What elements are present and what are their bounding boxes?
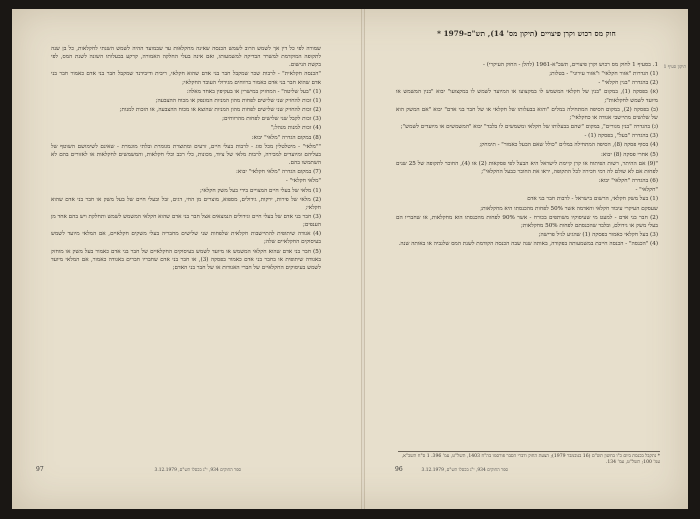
paragraph: (2) חבר בני אדם - למעט מי שעיסוקיו משותפים בכורח - אשר 90% לפחות מהכנסתו הוא מחקלאות, או שחבריו הם בעלי משק או גידולם, ובלבד שהכנסתם לפחות 50% מחקלאות; (396, 214, 659, 229)
right-page-body (396, 61, 658, 249)
paragraph: (4) "הכנסה" - הכנסה חייבת במשמעותה בפקודה, באותה שנה שבה הכנסה הקודמת לשנת המס שלגביה או באותה שנה. (398, 241, 658, 248)
left-page (12, 9, 361, 509)
left-page-body (51, 45, 321, 273)
paragraph: "מלאי חקלאי" - (285, 178, 321, 185)
paragraph: (5) אחרי פסקה (8) יבוא: (600, 151, 658, 158)
paragraph: (1) מלאי של בעלי חיים המצויים בידי בעל משק חקלאי; (200, 187, 321, 194)
paragraph: (4) זכות למנות מנהל;" (270, 125, 321, 132)
paragraph: (3) בהגדרה "בעל", בפסקה (1) - (584, 133, 658, 140)
paragraph: (1) זכות להחזיק שני שלישים לפחות מהון המניות המונפק או מכוח ההצבעה; (155, 97, 321, 104)
paragraph: (2) מלאי של פירות, ירקות, גידולים, מספוא, מוצרים מן החי, דגים, זבל ובעלי חיים של בעל משק או חבר בני אדם שהוא חקלאי; (51, 196, 321, 211)
paragraph: שמורה לפי כל דין אך לשמש הרוב לשמש הכנסה שאינה מחקלאות עד שבמועד ההיה לשמש השנתי לחקלאות, כל בן שנה לתקופה המוקדמת למשרד הבדיקה למשמעותו, ואם אינה בעלי החלקה האמורה, קרקע בבעלותו השונה לשנת המס, לפי בקשת הנישום. (51, 46, 321, 69)
paragraph: (ב) בפסקה (2), במקום הסיפה המתחילה במלים "והוא בבעלותו של חקלאי או של חבר בני אדם" יבוא "אם המשק הוא של שלושים מתיישבי אגודה או כחקלאי"; (396, 106, 659, 121)
paragraph: (1) הגדרות "אזור חקלאי" ו"אזור עירוני" - בטלות; (549, 71, 658, 78)
paragraph: (2) בהגדרה "בנין חקלאי" - (598, 80, 658, 87)
paragraph: 1. בסעיף 1 לחוק מס רכוש וקרן פיצויים, תשכ"א-1961 (להלן - החוק העיקרי) - (483, 62, 658, 68)
paragraph: (7) במקום הגדרה "מלאי חקלאי" יבוא: (236, 169, 321, 176)
paragraph: (2) זכות להחזיק שני שלישים לפחות מהון המניות שהוצא או מכוח ההצבעה, או הזכות למנות; (119, 107, 321, 114)
margin-label: תיקון סעיף 1 (663, 65, 686, 70)
paragraph: "(9) אם ההיתר, רשות הפיתוח או קרן קיימת לישראל היא הבעל לפי פסקאות (2) או (4), החוכר לתקופה של 25 שנים לפחות אם לא שולם לה דמי חכירה לכל התקופה, יראו את החוכר כבעל החקלאי"; (396, 160, 658, 175)
page-footer: ספר החוקים 934, י"ג בכסלו תש"ם, 3.12.1979 (421, 468, 508, 473)
paragraph: (3) זכות לקבל שני שלישים לפחות מהרווחים; (222, 116, 321, 123)
law-title: חוק מס רכוש וקרן פיצויים (תיקון מס' 14), תש"ם-1979 * (437, 29, 616, 38)
paragraph: (1) "בעל שליטה" - המחזיק במישרין או בעקיפין באחד מאלה: (186, 88, 321, 95)
paragraph: (3) בעל חקלאי כאמור בפסקה (1) שהגיע לגיל פרישה; (538, 231, 658, 238)
paragraph: ""מלאי" - מיטלטלין מכל סוג - לרבות בעלי חיים, זרעים ומתוצרת מגומרת ובלתי מוגמרת - שאינם לשימושם השוטף של בעליהם ומיועדים למכירה, לרבות מלאי של ציוד, מכונות, כלי רכב וכלי חקלאות, והמשמשים לחקלאות או לאזורים בהם לא השתמשו בהם. (51, 143, 321, 167)
paragraph: (ג) בהגדרה "בנין מגורים", במקום "שהם בבעלותו של חקלאי ומשמשים לו בלבד" יבוא "המשמשים או מיועדים לשמש"; (400, 124, 658, 131)
footnote: * נתקבל בכנסת ביום כ"ו בחשון תש"ם (16 בנובמבר 1979); הצעת החוק ודברי הסבר פורסמו בה"ח 1403, תשל"ט, עמ' 396. 1 ס"ח תשכ"א, עמ' 100; תשל"ט, עמ' 134. (398, 451, 660, 466)
page-number: 96 (395, 466, 403, 473)
document-spread (12, 9, 688, 509)
paragraph: "הכנסה חקלאית" - לרבות שכר שמקבל חבר בני אדם שהוא חקלאי, ריבית ודיבידנד שמקבל חבר בני אדם כאמור חבר בני אדם שהוא חבר בני אדם כאמור ברווחים מגידולי העובד החקלאי; (51, 71, 321, 86)
right-page (365, 9, 688, 509)
paragraph: (4) אגודה שיתופית להתיישבות חקלאית שלפחות שני שלישים מחבריה בעלי משקים חקלאיים, אם המלאי מיועד לשמש בעיסוקים החקלאיים שלה; (51, 231, 321, 246)
paragraph: (1) בעל משק חקלאי, הרשום בישראל - לרבות חבר בני אדם (527, 196, 658, 203)
paragraph: (א) בפסקה (1), במקום "בנין של חקלאי המשמש לו במקצועו או המיועד לשמש לו במקצועו" יבוא "בנין המשמש או מיועד לשמש לחקלאות"; (396, 89, 658, 104)
paragraph: (3) חבר בני אדם של בעלי חיים וגידולים הנמצאים אצל חבר בני אדם שהוא חקלאי המשמש לשמש ותחלקת ויש בהם אחד מן הענפים; (51, 213, 321, 229)
paragraph: שעסקם העיקרי עיבוד חקלאי והאדמה אשר 50% לפחות מהכנסתו היא מחקלאות; (480, 205, 658, 212)
paragraph: (4) בסוף פסקה (8), הסיפה המתחילה במלים "כולל שאם הבעל כאמור" - תימחק; (479, 142, 658, 149)
paragraph: (8) במקום הגדרה "מלאי" יבוא: (251, 134, 321, 141)
paragraph: "חקלאי" - (635, 187, 658, 194)
page-number: 97 (36, 466, 44, 473)
paragraph: (6) בהגדרה "חקלאי" יבוא: (598, 178, 658, 185)
paragraph: (5) חבר בני אדם שהוא חקלאי המשמש או מיועד לשמש בעיסוקים החקלאיים של חבר בני אדם כאמור בעל משק או מוחזק באגודה שיתופית או בחבר בני אדם כאמור בפסקה (3), או חבר בני אדם שחבריו חברים באגודה כאמור, אם המלאי מיועד לשמש בעיסוקים החקלאיים של חברי האגודות או של חבר בני האדם; (51, 248, 321, 271)
page-footer: ספר החוקים 934, י"ג בכסלו תש"ם, 3.12.1979 (154, 468, 241, 473)
